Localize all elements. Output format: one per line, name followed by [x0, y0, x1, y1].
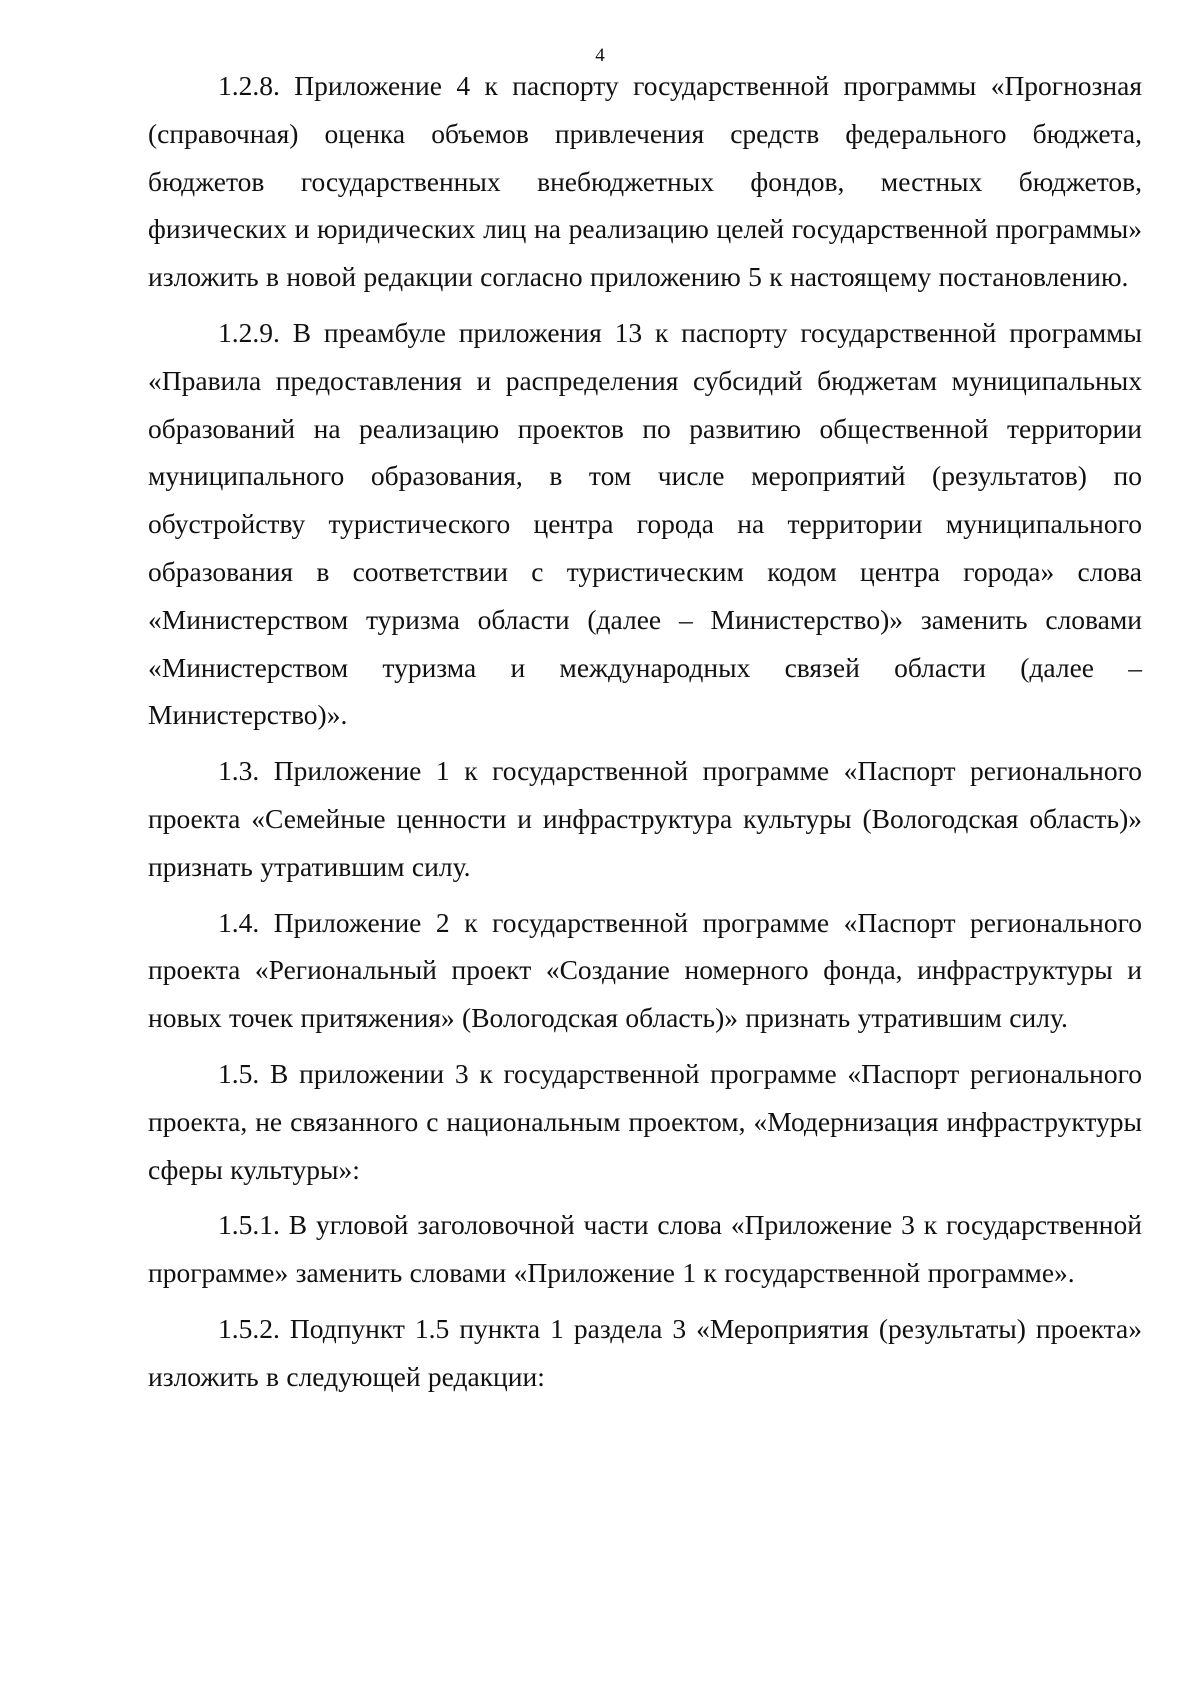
paragraph-1-2-9: 1.2.9. В преамбуле приложения 13 к паспорту государственной программы «Правила предоставления и распределения субсидий бюджетам муниципальных образований на реализацию проектов по развитию общественной территории муниципального образования, в том числе мероприятий (результатов) по обустройству туристического центра города на территории муниципального образования в соответствии с туристическим кодом центра города» слова «Министерством туризма области (далее – Министерство)» заменить словами «Министерством туризма и международных связей области (далее – Министерство)».: [148, 316, 1142, 731]
paragraph-1-5-2: 1.5.2. Подпункт 1.5 пункта 1 раздела 3 «Мероприятия (результаты) проекта» изложить в следующей редакции:: [148, 1312, 1142, 1392]
paragraph-1-5: 1.5. В приложении 3 к государственной программе «Паспорт регионального проекта, не связанного с национальным проектом, «Модернизация инфраструктуры сферы культуры»:: [148, 1057, 1142, 1185]
paragraph-1-3: 1.3. Приложение 1 к государственной программе «Паспорт регионального проекта «Семейные ценности и инфраструктура культуры (Вологодская область)» признать утратившим силу.: [148, 755, 1142, 882]
paragraph-1-4: 1.4. Приложение 2 к государственной программе «Паспорт регионального проекта «Региональный проект «Создание номерного фонда, инфраструктуры и новых точек притяжения» (Вологодская область)» признать утратившим силу.: [148, 906, 1142, 1034]
page-number: 4: [595, 45, 605, 66]
paragraph-1-5-1: 1.5.1. В угловой заголовочной части слова «Приложение 3 к государственной программе» заменить словами «Приложение 1 к государственной программе».: [148, 1209, 1142, 1289]
paragraph-1-2-8: 1.2.8. Приложение 4 к паспорту государственной программы «Прогнозная (справочная) оценка объемов привлечения средств федерального бюджета, бюджетов государственных внебюджетных фондов, местных бюджетов, физических и юридических лиц на реализацию целей государственной программы» изложить в новой редакции согласно приложению 5 к настоящему постановлению.: [148, 70, 1142, 293]
document-body: [148, 62, 1142, 1409]
